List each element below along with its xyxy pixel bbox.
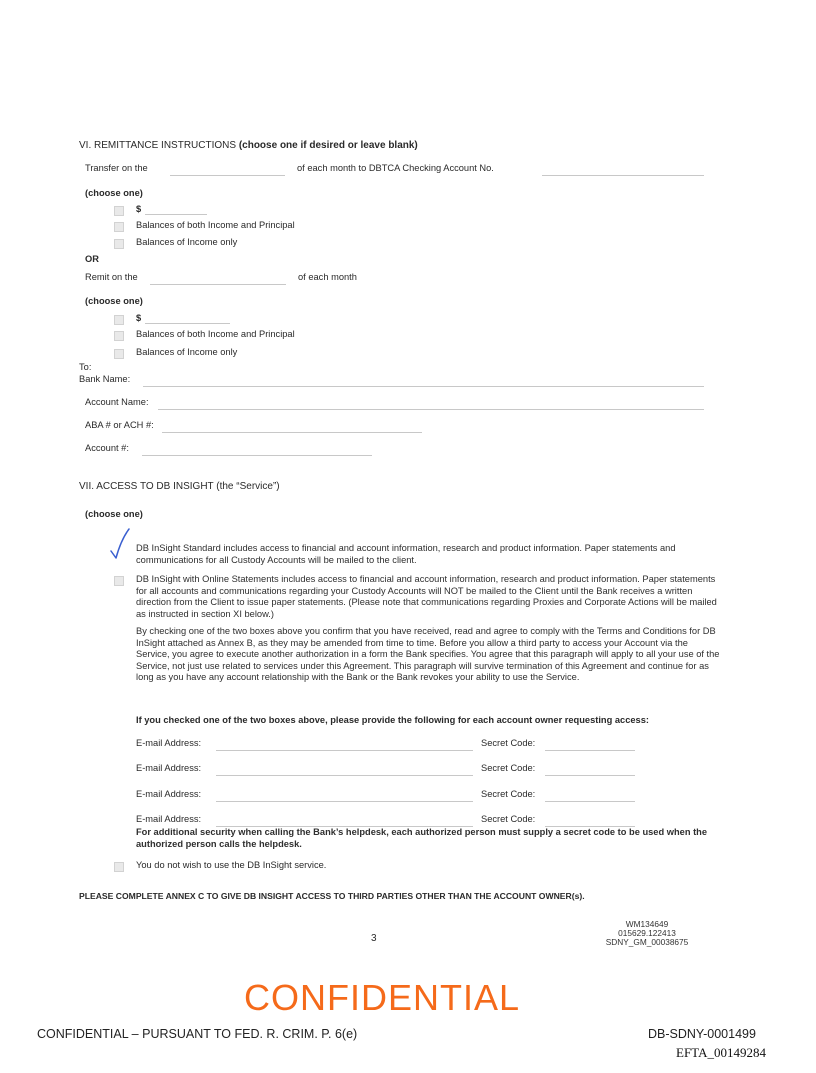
secret-code-field[interactable] — [545, 775, 635, 776]
bates-stamp-line: 015629.122413 — [618, 928, 676, 938]
income-only-label: Balances of Income only — [136, 347, 238, 357]
terms-paragraph: By checking one of the two boxes above you confirm that you have received, read and agree to comply with the Terms and Conditions for DB InSight attached as Annex B, as they may be amended from time to time. Before you allow a third party to access your Account via the Service, you agree to execute another authorization in a form the Bank specifies. You agree that this paragraph will apply to all your use of the Service, not just use related to services under this Agreement. This paragraph will survive termination of this Agreement and continue for as long as you have any account relationship with the Bank or the Bank revokes your ability to use the Service. — [136, 626, 720, 683]
email-address-label: E-mail Address: — [136, 789, 202, 799]
both-income-principal-checkbox[interactable] — [114, 331, 124, 341]
db-insight-standard-text: DB InSight Standard includes access to financial and account information, research and product information. Paper statements and communications for all Custody Accounts will be mailed to the client. — [136, 543, 676, 565]
footer-confidential-notice: CONFIDENTIAL – PURSUANT TO FED. R. CRIM. P. 6(e) — [37, 1027, 358, 1041]
if-checked-instruction: If you checked one of the two boxes above, please provide the following for each account owner requesting access: — [136, 715, 649, 725]
account-number-field[interactable] — [142, 455, 372, 456]
secret-code-label: Secret Code: — [481, 738, 536, 748]
email-address-label: E-mail Address: — [136, 814, 202, 824]
both-income-principal-label: Balances of both Income and Principal — [136, 220, 295, 230]
secret-code-label: Secret Code: — [481, 814, 536, 824]
no-service-label: You do not wish to use the DB InSight service. — [136, 860, 327, 870]
email-address-label: E-mail Address: — [136, 763, 202, 773]
dollar-amount-field[interactable] — [145, 323, 230, 324]
email-address-label: E-mail Address: — [136, 738, 202, 748]
db-insight-standard-checkbox[interactable] — [114, 549, 124, 559]
account-name-label: Account Name: — [85, 397, 149, 407]
bank-name-field[interactable] — [143, 386, 704, 387]
aba-ach-field[interactable] — [162, 432, 422, 433]
checking-account-field[interactable] — [542, 175, 704, 176]
income-only-checkbox[interactable] — [114, 349, 124, 359]
efta-number: EFTA_00149284 — [676, 1045, 766, 1060]
choose-one-label: (choose one) — [85, 296, 143, 306]
to-label: To: — [79, 362, 92, 372]
remit-on-label: Remit on the — [85, 272, 138, 282]
confidential-watermark: CONFIDENTIAL — [244, 977, 521, 1018]
secret-code-label: Secret Code: — [481, 763, 536, 773]
aba-ach-label: ABA # or ACH #: — [85, 420, 154, 430]
secret-code-field[interactable] — [545, 801, 635, 802]
remit-suffix-label: of each month — [298, 272, 357, 282]
choose-one-label: (choose one) — [85, 509, 143, 519]
security-note: For additional security when calling the Bank’s helpdesk, each authorized person must supply a secret code to be used when the authorized person calls the helpdesk. — [136, 827, 708, 849]
or-label: OR — [85, 254, 99, 264]
secret-code-field[interactable] — [545, 750, 635, 751]
both-income-principal-checkbox[interactable] — [114, 222, 124, 232]
section-vii-heading: VII. ACCESS TO DB INSIGHT (the “Service”) — [79, 481, 280, 492]
annex-c-notice: PLEASE COMPLETE ANNEX C TO GIVE DB INSIGHT ACCESS TO THIRD PARTIES OTHER THAN THE ACCOUNT OWNER(s). — [79, 891, 585, 901]
email-address-field[interactable] — [216, 801, 473, 802]
transfer-middle-label: of each month to DBTCA Checking Account No. — [297, 163, 494, 173]
both-income-principal-label: Balances of both Income and Principal — [136, 329, 295, 339]
transfer-day-field[interactable] — [170, 175, 285, 176]
section-vi-title: VI. REMITTANCE INSTRUCTIONS — [79, 140, 237, 151]
secret-code-label: Secret Code: — [481, 789, 536, 799]
account-name-field[interactable] — [158, 409, 704, 410]
db-insight-online-checkbox[interactable] — [114, 576, 124, 586]
bates-stamp-line: WM134649 — [625, 919, 669, 929]
transfer-on-label: Transfer on the — [85, 163, 148, 173]
income-only-label: Balances of Income only — [136, 237, 238, 247]
section-vi-note: (choose one if desired or leave blank) — [236, 140, 418, 151]
income-only-checkbox[interactable] — [114, 239, 124, 249]
remit-day-field[interactable] — [150, 284, 286, 285]
dollar-amount-field[interactable] — [145, 214, 207, 215]
dollar-sign: $ — [136, 313, 142, 323]
bates-stamp-line: SDNY_GM_00038675 — [605, 937, 689, 947]
dollar-checkbox[interactable] — [114, 315, 124, 325]
email-address-field[interactable] — [216, 750, 473, 751]
account-number-label: Account #: — [85, 443, 129, 453]
db-insight-online-text: DB InSight with Online Statements includes access to financial and account information, research and product information. Paper statements for all accounts and communications regarding your Custody Accounts will NOT be mailed to the Client until the Bank receives a written direction from the Client to issue paper statements. (Please note that communications regarding Proxies and Corporate Actions will be mailed as instructed in section XI below.) — [136, 574, 717, 619]
footer-bates-number: DB-SDNY-0001499 — [648, 1027, 756, 1041]
bank-name-label: Bank Name: — [79, 374, 131, 384]
section-vi-heading — [79, 140, 418, 151]
email-address-field[interactable] — [216, 775, 473, 776]
bates-stamp — [591, 920, 703, 947]
dollar-sign: $ — [136, 204, 142, 214]
page-number: 3 — [371, 933, 377, 944]
dollar-checkbox[interactable] — [114, 206, 124, 216]
choose-one-label: (choose one) — [85, 188, 143, 198]
no-service-checkbox[interactable] — [114, 862, 124, 872]
